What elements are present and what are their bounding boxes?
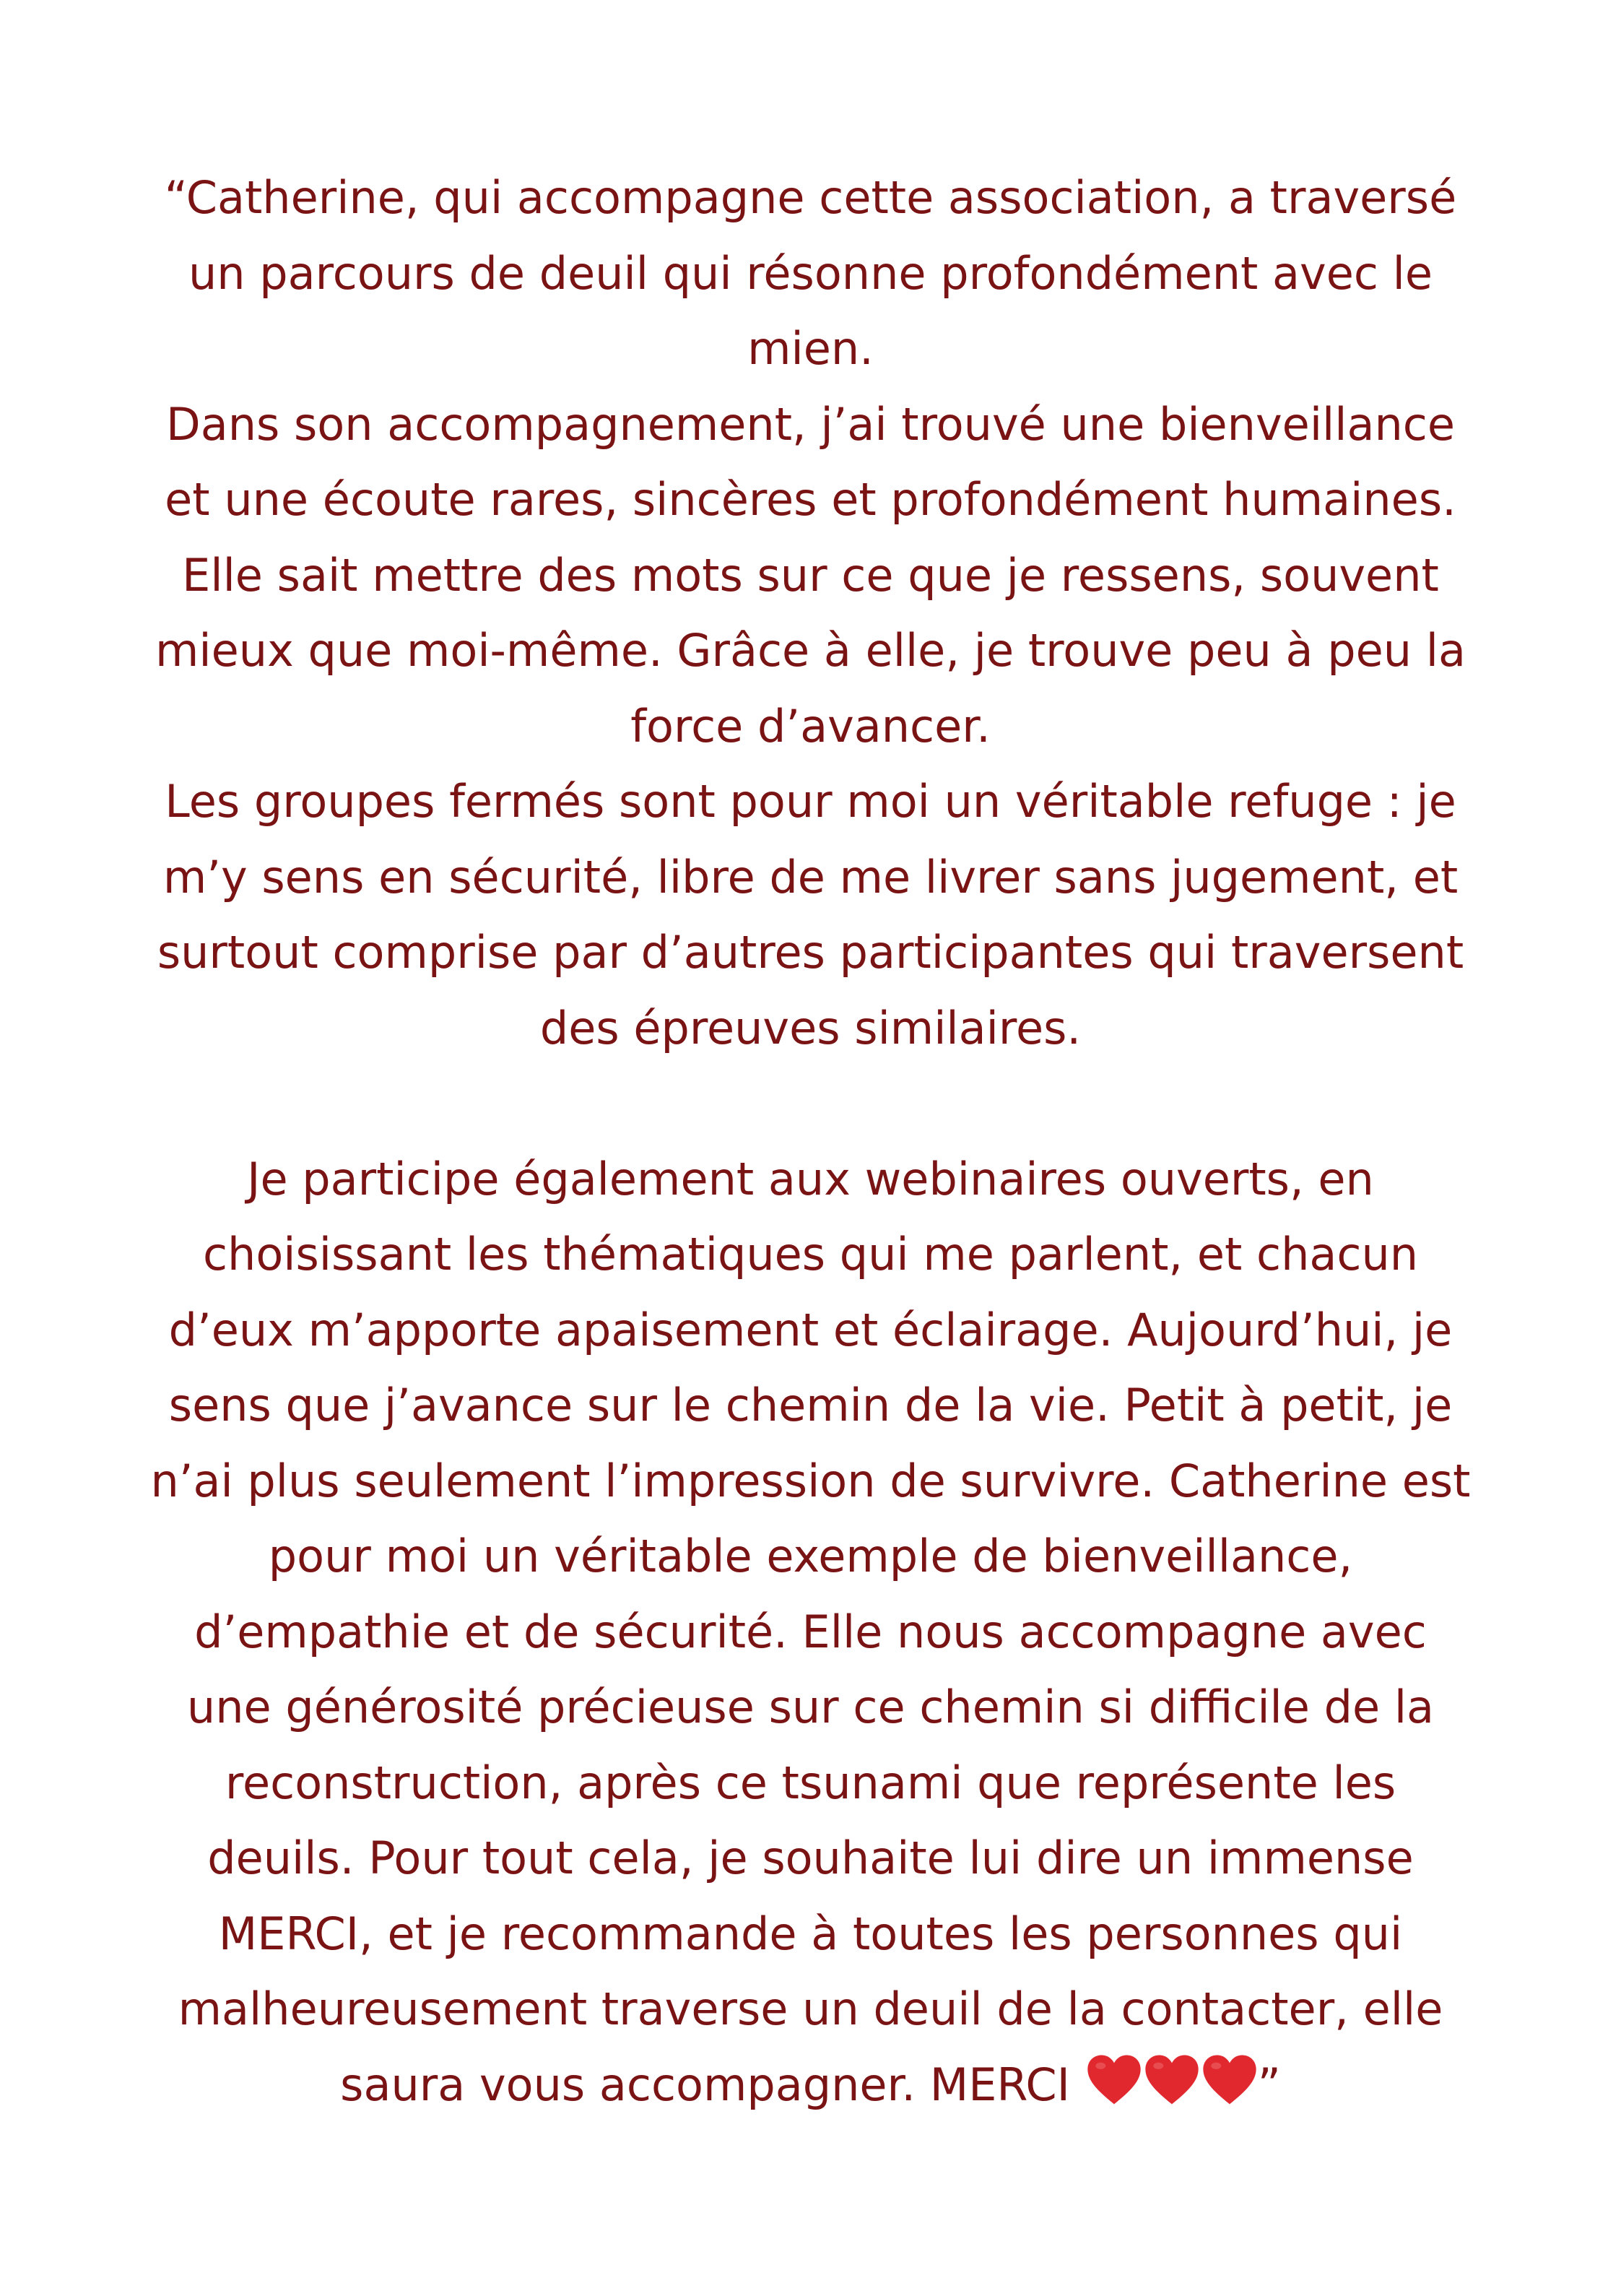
quote-line: des épreuves similaires. <box>539 1001 1082 1054</box>
quote-line: Les groupes fermés sont pour moi un véritable refuge : je <box>165 775 1456 828</box>
quote-line: force d’avancer. <box>630 699 991 753</box>
quote-line: MERCI, et je recommande à toutes les personnes qui <box>218 1907 1403 1960</box>
quote-line: Dans son accompagnement, j’ai trouvé une bienveillance <box>165 397 1456 451</box>
quote-line: d’eux m’apporte apaisement et éclairage. Aujourd’hui, je <box>168 1303 1453 1356</box>
quote-line: mien. <box>747 322 874 375</box>
testimonial-quote <box>108 160 1513 2123</box>
quote-line: d’empathie et de sécurité. Elle nous accompagne avec <box>194 1605 1427 1658</box>
paragraph-gap <box>108 1066 1513 1142</box>
quote-line: deuils. Pour tout cela, je souhaite lui dire un immense <box>207 1832 1414 1884</box>
heart-icon <box>1201 2053 1258 2106</box>
quote-line: Elle sait mettre des mots sur ce que je ressens, souvent <box>182 548 1439 602</box>
quote-line: une générosité précieuse sur ce chemin si difficile de la <box>186 1681 1435 1733</box>
quote-line: mieux que moi-même. Grâce à elle, je trouve peu à peu la <box>155 624 1466 677</box>
quote-line: “Catherine, qui accompagne cette association, a traversé <box>164 171 1457 224</box>
quote-line: sens que j’avance sur le chemin de la vie. Petit à petit, je <box>168 1379 1453 1431</box>
quote-line: et une écoute rares, sincères et profondément humaines. <box>165 473 1456 526</box>
quote-line: n’ai plus seulement l’impression de survivre. Catherine est <box>150 1454 1471 1507</box>
quote-line: malheureusement traverse un deuil de la contacter, elle <box>178 1983 1443 2035</box>
quote-last-line <box>108 2048 1513 2123</box>
quote-line: surtout comprise par d’autres participantes qui traversent <box>157 926 1464 979</box>
quote-line: choisissant les thématiques qui me parlent, et chacun <box>202 1228 1419 1281</box>
quote-last-line-text: saura vous accompagner. MERCI <box>340 2058 1085 2111</box>
quote-line: reconstruction, après ce tsunami que représente les <box>225 1756 1396 1809</box>
quote-line: pour moi un véritable exemple de bienveillance, <box>268 1530 1353 1582</box>
quote-line: Je participe également aux webinaires ouverts, en <box>247 1152 1374 1205</box>
closing-quote: ” <box>1257 2058 1281 2111</box>
heart-icon <box>1144 2053 1200 2106</box>
heart-icon <box>1086 2053 1142 2106</box>
quote-line: m’y sens en sécurité, libre de me livrer sans jugement, et <box>162 850 1459 904</box>
quote-line: un parcours de deuil qui résonne profondément avec le <box>188 246 1433 300</box>
